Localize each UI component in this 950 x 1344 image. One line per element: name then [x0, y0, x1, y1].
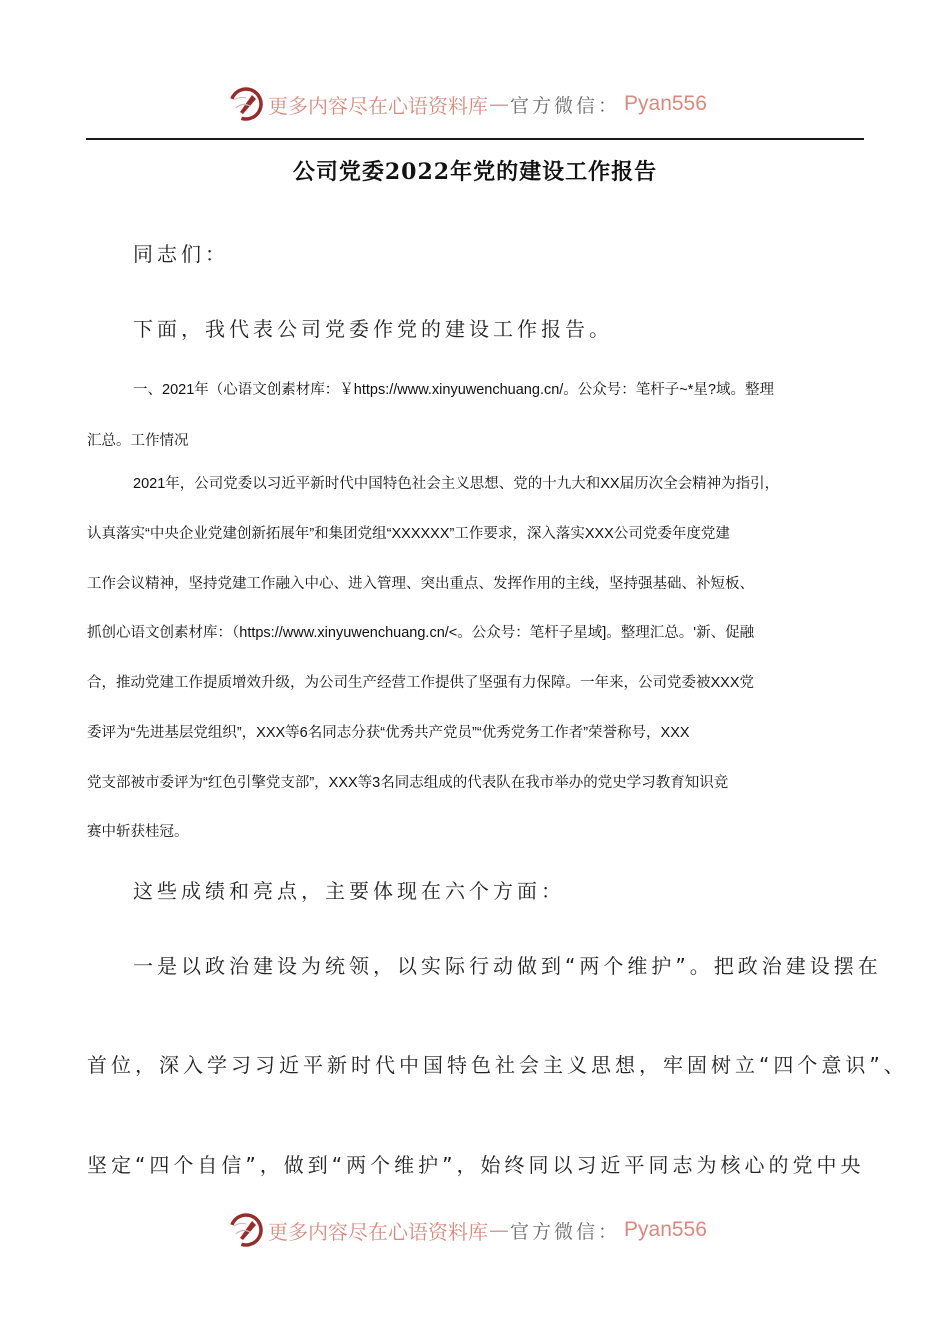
paragraph-line: 委评为“先进基层党组织”，XXX等6名同志分获“优秀共产党员”“优秀党务工作者”荣誉称号，XXX — [87, 725, 690, 741]
section-heading-line: 一、2021年（心语文创素材库：￥https://www.xinyuwenchuang.cn/。公众号：笔杆子~*星?域。整理 — [133, 382, 774, 398]
paragraph-line: 党支部被市委评为“红色引擎党支部”，XXX等3名同志组成的代表队在我市举办的党史学习教育知识竞 — [87, 775, 729, 791]
banner-slogan: 更多内容尽在心语资料库 — [268, 93, 488, 118]
banner-wechat-label: 官方微信： — [510, 94, 621, 117]
banner-wechat-label: 官方微信： — [510, 1220, 621, 1243]
point-line: 一是以政治建设为统领，以实际行动做到“两个维护”。把政治建设摆在 — [133, 954, 882, 978]
section-heading-line: 汇总。工作情况 — [87, 433, 189, 449]
quill-pen-logo-icon — [228, 1212, 264, 1248]
banner-separator: — — [489, 92, 509, 116]
point-line: 首位，深入学习习近平新时代中国特色社会主义思想，牢固树立“四个意识”、 — [87, 1053, 908, 1077]
banner-wechat-id: Pyan556 — [624, 1218, 707, 1241]
footer-banner — [228, 1208, 707, 1252]
paragraph-line: 工作会议精神，坚持党建工作融入中心、进入管理、突出重点、发挥作用的主线，坚持强基础、补短板、 — [87, 576, 754, 592]
summary-paragraph: 这些成绩和亮点，主要体现在六个方面： — [133, 879, 565, 903]
paragraph-line: 赛中斩获桂冠。 — [87, 824, 189, 840]
paragraph-line: 认真落实“中央企业党建创新拓展年”和集团党组“XXXXXX”工作要求，深入落实XXX公司党委年度党建 — [87, 526, 730, 542]
header-rule-divider — [86, 138, 864, 140]
banner-slogan: 更多内容尽在心语资料库 — [268, 1219, 488, 1244]
paragraph-line: 2021年，公司党委以习近平新时代中国特色社会主义思想、党的十九大和XX届历次全会精神为指引， — [133, 476, 780, 492]
paragraph-line: 合，推动党建工作提质增效升级，为公司生产经营工作提供了坚强有力保障。一年来，公司党委被XXX党 — [87, 675, 755, 691]
paragraph-line: 抓创心语文创素材库：（https://www.xinyuwenchuang.cn/<。公众号：笔杆子星域]。整理汇总。'新、促融 — [87, 625, 755, 641]
banner-separator: — — [489, 1218, 509, 1242]
document-title: 公司党委2022年党的建设工作报告 — [292, 159, 658, 185]
quill-pen-logo-icon — [228, 86, 264, 122]
header-banner — [228, 82, 707, 126]
intro-paragraph: 下面，我代表公司党委作党的建设工作报告。 — [133, 317, 613, 341]
salutation: 同志们： — [133, 242, 229, 266]
point-line: 坚定“四个自信”，做到“两个维护”，始终同以习近平同志为核心的党中央 — [87, 1153, 865, 1177]
banner-wechat-id: Pyan556 — [624, 92, 707, 115]
